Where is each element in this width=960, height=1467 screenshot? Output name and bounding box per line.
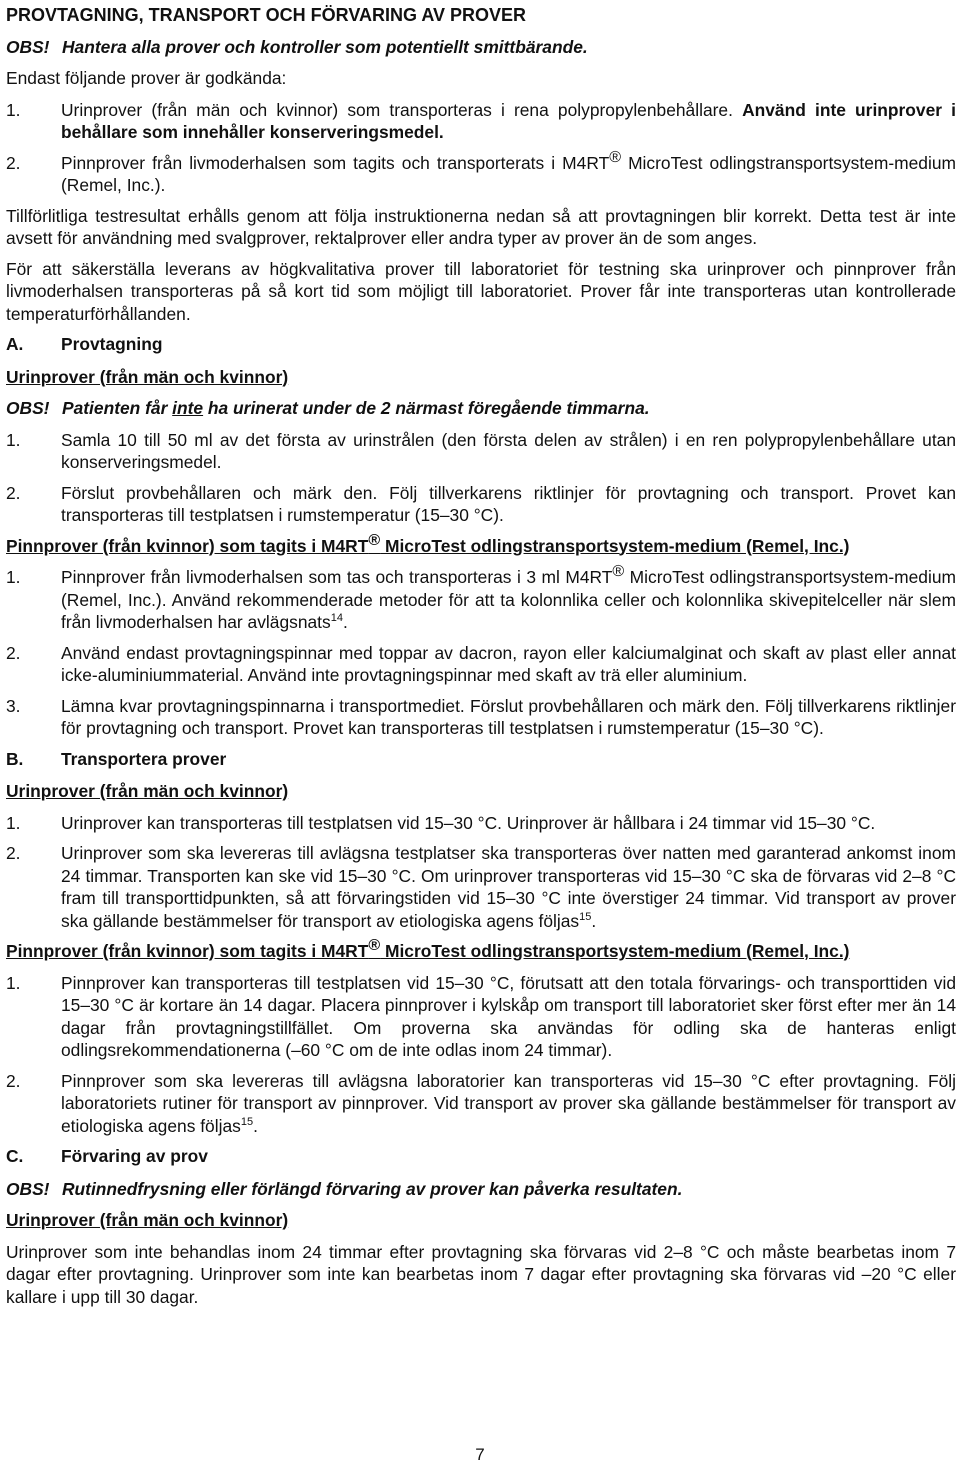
- list-item: 1. Urinprover kan transporteras till testplatsen vid 15–30 °C. Urinprover är hållbara i 24 timmar vid 15–30 °C.: [6, 812, 876, 833]
- section-c-heading: C. Förvaring av prov: [6, 1146, 208, 1166]
- storage-paragraph: Urinprover som inte behandlas inom 24 timmar efter provtagning ska förvaras vid 2–8 °C och måste bearbetas inom 7 dagar efter provtagning. Urinprover som inte kan bearbetas inom 7 dagar efter provtagning ska förvaras vid –20 °C eller kallare i upp till 30 dagar.: [6, 1241, 956, 1307]
- swab-subheading: Pinnprover (från kvinnor) som tagits i M4RT® MicroTest odlingstransportsystem-medium (Remel, Inc.): [6, 531, 850, 556]
- item-text: Pinnprover från livmoderhalsen som tagits och transporterats i M4RT: [61, 152, 610, 173]
- document-page: [6, 4, 956, 1316]
- list-item: 2. Använd endast provtagningspinnar med toppar av dacron, rayon eller kalciumalginat och skaft av plast eller annat icke-aluminiummaterial. Använd inte provtagningspinnar med skaft av trä eller aluminium.: [6, 642, 956, 685]
- section-a-heading: A. Provtagning: [6, 334, 163, 354]
- page-title: PROVTAGNING, TRANSPORT OCH FÖRVARING AV PROVER: [6, 5, 527, 25]
- b-swab-list: [6, 972, 956, 1138]
- list-item: 2. Förslut provbehållaren och märk den. Följ tillverkarens riktlinjer för provtagning och transport. Provet kan transporteras till testplatsen i rumstemperatur (15–30 °C).: [6, 482, 956, 525]
- swab-subheading: Pinnprover (från kvinnor) som tagits i M4RT® MicroTest odlingstransportsystem-medium (Remel, Inc.): [6, 937, 850, 961]
- urine-subheading: Urinprover (från män och kvinnor): [6, 781, 289, 801]
- accepted-intro: Endast följande prover är godkända:: [6, 68, 287, 88]
- list-item: 1. Pinnprover kan transporteras till testplatsen vid 15–30 °C, förutsatt att den totala förvarings- och transporttiden vid 15–30 °C är kortare än 14 dagar. Placera pinnprover i kylskåp om transport till laboratoriet sker först efter mer än 14 dagar från provtagningstillfället. Om proverna ska användas för odling ska de hanteras enligt odlingsrekommendationerna (–60 °C om de inte odlas inom 24 timmar).: [6, 972, 956, 1060]
- obs-warning-2: OBS! Patienten får inte ha urinerat under de 2 närmast föregående timmarna.: [6, 398, 650, 418]
- list-item: 1. Pinnprover från livmoderhalsen som tas och transporteras i 3 ml M4RT® MicroTest odlingstransportsystem-medium (Remel, Inc.). Använd rekommenderade metoder för att ta kolonnlika celler och kolonnlika skivepitelceller när slem från livmoderhalsen har avlägsnats$^{14}$.: [6, 563, 956, 632]
- item-text-cont: MicroTest odlingstransportsystem-medium (Remel, Inc.).: [61, 152, 956, 195]
- urine-subheading: Urinprover (från män och kvinnor): [6, 366, 289, 387]
- section-b-heading: B. Transportera prover: [6, 748, 227, 769]
- item-number: 1.: [6, 99, 21, 120]
- a-urine-list: [6, 429, 956, 527]
- b-urine-list: [6, 812, 956, 933]
- list-item: 3. Lämna kvar provtagningspinnarna i transportmediet. Förslut provbehållaren och märk den. Följ tillverkarens riktlinjer för provtagning och transport. Provet kan transporteras till testplatsen i rumstemperatur (15–30 °C).: [6, 695, 956, 738]
- obs-label: OBS!: [6, 36, 50, 57]
- list-item: 2. Urinprover som ska levereras till avlägsna testplatser ska transporteras över natten med garanterad ankomst inom 24 timmar. Transporten kan ske vid 15–30 °C. Om urinprover transporteras vid 15–30 °C ska de förvaras vid 2–8 °C fram till transporttidpunkten, så att förvaringstiden vid 15–30 °C inte överstiger 24 timmar. Vid transport av prover ska gällande bestämmelser för transport av etiologiska agens följas$^{15}$.: [6, 843, 956, 931]
- item-warning: Använd inte urinprover i behållare som innehåller konserveringsmedel.: [61, 99, 956, 142]
- list-item: [6, 99, 956, 144]
- registered-mark: ®: [609, 148, 621, 166]
- page-number: 7: [475, 1445, 485, 1464]
- obs-warning-1: [6, 36, 956, 59]
- accepted-list: [6, 99, 956, 197]
- delivery-paragraph: För att säkerställa leverans av högkvalitativa prover till laboratoriet för testning ska urinprover och pinnprover från livmoderhalsen transporteras på så kort tid som möjligt till laboratoriet. Prover får inte transporteras utan kontrollerade temperaturförhållanden.: [6, 258, 956, 324]
- urine-subheading: Urinprover (från män och kvinnor): [6, 1210, 289, 1230]
- item-number: 2.: [6, 152, 21, 173]
- list-item: 2. Pinnprover som ska levereras till avlägsna laboratorier kan transporteras vid 15–30 °C efter provtagning. Följ laboratoriets rutiner för transport av pinnprover. Vid transport av prover ska gällande bestämmelser för transport av etiologiska agens följas$^{15}$.: [6, 1070, 956, 1136]
- a-swab-list: [6, 563, 956, 740]
- reliability-paragraph: Tillförlitliga testresultat erhålls genom att följa instruktionerna nedan så att provtagningen blir korrekt. Detta test är inte avsett för användning med svalgprover, rektalprover eller andra typer av prover än de som anges.: [6, 205, 956, 248]
- list-item: 1. Samla 10 till 50 ml av det första av urinstrålen (den första delen av strålen) i en ren polypropylenbehållare utan konserveringsmedel.: [6, 429, 956, 472]
- item-text: Urinprover (från män och kvinnor) som transporteras i rena polypropylenbehållare.: [61, 99, 733, 120]
- obs-text: Hantera alla prover och kontroller som potentiellt smittbärande.: [62, 36, 588, 57]
- list-item: [6, 148, 956, 197]
- obs-warning-3: OBS! Rutinnedfrysning eller förlängd förvaring av prover kan påverka resultaten.: [6, 1178, 683, 1199]
